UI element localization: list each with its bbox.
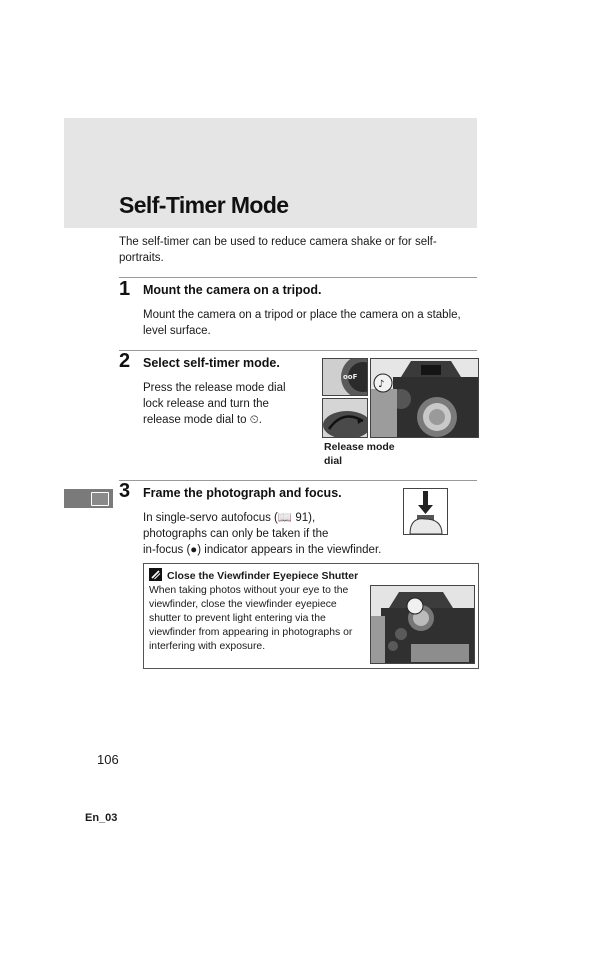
eyepiece-shutter-photo xyxy=(370,585,475,664)
shutter-press-illustration xyxy=(403,488,448,535)
step-divider xyxy=(119,350,477,351)
step-3-text-line: in-focus (●) indicator appears in the viewfinder. xyxy=(143,544,382,556)
pencil-note-icon xyxy=(149,568,162,581)
step-3-text-line: In single-servo autofocus (📖 91), xyxy=(143,512,316,524)
release-dial-turn-photo xyxy=(322,398,368,438)
step-3-number: 3 xyxy=(119,480,131,502)
release-mode-dial-caption: Release mode dial xyxy=(324,441,395,467)
release-mode-icon xyxy=(91,492,109,506)
viewfinder-shutter-note xyxy=(143,563,479,669)
step-divider xyxy=(119,277,477,278)
section-tab[interactable] xyxy=(64,489,113,508)
step-3-text xyxy=(143,510,381,558)
svg-text:♪: ♪ xyxy=(378,379,385,390)
step-3-title: Frame the photograph and focus. xyxy=(143,486,342,500)
note-header xyxy=(149,568,358,582)
step-2-text xyxy=(143,380,286,428)
camera-body-photo xyxy=(370,358,479,438)
step-1-number: 1 xyxy=(119,278,131,300)
step-1-text: Mount the camera on a tripod or place the camera on a stable, level surface. xyxy=(143,309,461,337)
step-1-title: Mount the camera on a tripod. xyxy=(143,283,322,297)
svg-text:ooF: ooF xyxy=(343,373,358,381)
step-2-title: Select self-timer mode. xyxy=(143,356,280,370)
page-title: Self-Timer Mode xyxy=(119,192,289,218)
note-title: Close the Viewfinder Eyepiece Shutter xyxy=(167,570,359,582)
step-2-text-line: Press the release mode dial xyxy=(143,382,286,394)
footer-code: En_03 xyxy=(85,812,118,824)
page-number: 106 xyxy=(97,752,119,767)
step-2-text-line: lock release and turn the xyxy=(143,398,269,410)
step-3-text-line: photographs can only be taken if the xyxy=(143,528,329,540)
release-dial-lock-photo xyxy=(322,358,368,396)
step-2-number: 2 xyxy=(119,350,131,372)
note-text: When taking photos without your eye to the viewfinder, close the viewfinder eyepiece shutter to prevent light entering via the viewfinder from appearing in photographs or interfering with exposure. xyxy=(149,585,353,652)
intro-text: The self-timer can be used to reduce camera shake or for self-portraits. xyxy=(119,236,437,264)
step-2-text-line: release mode dial to ⏲. xyxy=(143,414,262,426)
step-divider xyxy=(119,480,477,481)
